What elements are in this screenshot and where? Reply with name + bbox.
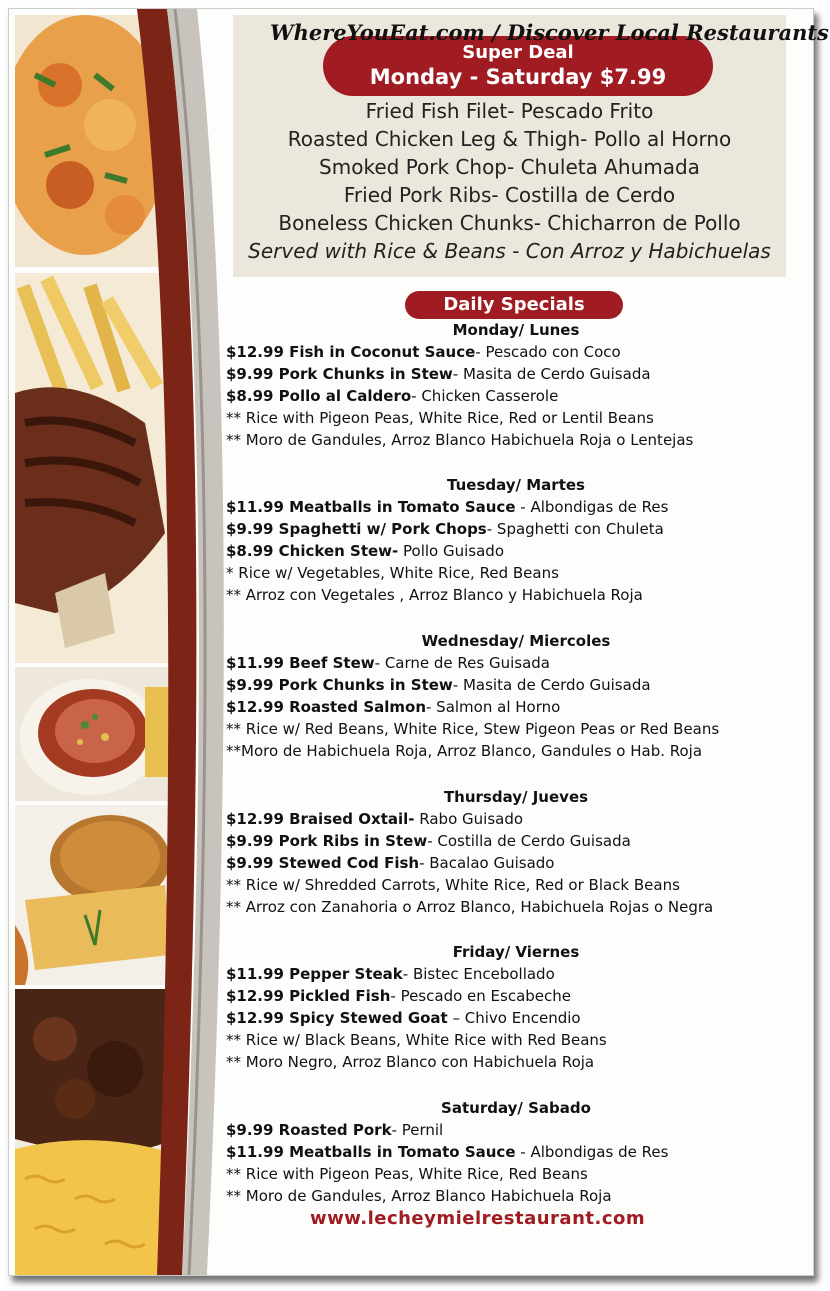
dish-row: $9.99 Pork Chunks in Stew- Masita de Cerdo Guisada [226,365,651,383]
side-note: ** Arroz con Zanahoria o Arroz Blanco, Habichuela Rojas o Negra [226,898,714,916]
dish-row: $11.99 Pepper Steak- Bistec Encebollado [226,965,555,983]
deal-item: Boneless Chicken Chunks- Chicharron de Pollo [278,211,741,235]
side-note: ** Moro Negro, Arroz Blanco con Habichuela Roja [226,1053,595,1071]
side-note: ** Rice w/ Shredded Carrots, White Rice, Red or Black Beans [226,876,680,894]
dish-row: $12.99 Braised Oxtail- Rabo Guisado [226,810,524,828]
day-thursday [226,786,806,918]
day-heading: Tuesday/ Martes [447,476,585,494]
day-saturday [226,1097,806,1207]
day-heading: Saturday/ Sabado [441,1099,591,1117]
deal-served-note: Served with Rice & Beans - Con Arroz y Habichuelas [248,239,771,263]
day-friday [226,941,806,1073]
daily-specials-badge: Daily Specials [405,291,623,319]
super-deal-items [233,97,786,265]
dish-row: $11.99 Beef Stew- Carne de Res Guisada [226,654,550,672]
dish-row: $9.99 Stewed Cod Fish- Bacalao Guisado [226,854,555,872]
watermark-text: WhereYouEat.com / Discover Local Restaurants [270,20,829,45]
day-heading: Thursday/ Jueves [443,788,589,806]
decorative-swoosh [127,9,237,1275]
day-wednesday [226,630,806,762]
side-note: ** Arroz con Vegetales , Arroz Blanco y Habichuela Roja [226,586,643,604]
super-deal-badge [323,36,713,96]
side-note: ** Rice w/ Black Beans, White Rice with Red Beans [226,1031,607,1049]
side-note: ** Rice w/ Red Beans, White Rice, Stew Pigeon Peas or Red Beans [226,720,720,738]
side-note: * Rice w/ Vegetables, White Rice, Red Beans [226,564,559,582]
dish-row: $9.99 Pork Ribs in Stew- Costilla de Cerdo Guisada [226,832,631,850]
side-note: ** Rice with Pigeon Peas, White Rice, Red or Lentil Beans [226,409,654,427]
deal-item: Fried Fish Filet- Pescado Frito [365,99,654,123]
day-heading: Wednesday/ Miercoles [421,632,611,650]
side-note: ** Rice with Pigeon Peas, White Rice, Red Beans [226,1165,588,1183]
dish-row: $12.99 Fish in Coconut Sauce- Pescado con Coco [226,343,621,361]
day-heading: Friday/ Viernes [452,943,580,961]
dish-row: $12.99 Pickled Fish- Pescado en Escabeche [226,987,571,1005]
dish-row: $9.99 Pork Chunks in Stew- Masita de Cerdo Guisada [226,676,651,694]
side-note: ** Moro de Gandules, Arroz Blanco Habichuela Roja o Lentejas [226,431,694,449]
dish-row: $8.99 Pollo al Caldero- Chicken Casserole [226,387,559,405]
deal-item: Roasted Chicken Leg & Thigh- Pollo al Horno [287,127,732,151]
dish-row: $9.99 Roasted Pork- Pernil [226,1121,444,1139]
dish-row: $12.99 Spicy Stewed Goat – Chivo Encendio [226,1009,581,1027]
dish-row: $11.99 Meatballs in Tomato Sauce - Albondigas de Res [226,1143,669,1161]
dish-row: $8.99 Chicken Stew- Pollo Guisado [226,542,505,560]
dish-row: $9.99 Spaghetti w/ Pork Chops- Spaghetti con Chuleta [226,520,664,538]
super-deal-title: Super Deal [462,42,574,63]
day-heading: Monday/ Lunes [452,321,580,339]
deal-item: Smoked Pork Chop- Chuleta Ahumada [319,155,700,179]
day-monday [226,319,806,451]
side-note: **Moro de Habichuela Roja, Arroz Blanco, Gandules o Hab. Roja [226,742,703,760]
deal-item: Fried Pork Ribs- Costilla de Cerdo [343,183,676,207]
website-link[interactable]: www.lecheymielrestaurant.com [310,1208,646,1229]
day-tuesday [226,474,806,606]
side-note: ** Moro de Gandules, Arroz Blanco Habichuela Roja [226,1187,612,1205]
dish-row: $11.99 Meatballs in Tomato Sauce - Albondigas de Res [226,498,669,516]
dish-row: $12.99 Roasted Salmon- Salmon al Horno [226,698,561,716]
super-deal-price: Monday - Saturday $7.99 [369,65,667,89]
